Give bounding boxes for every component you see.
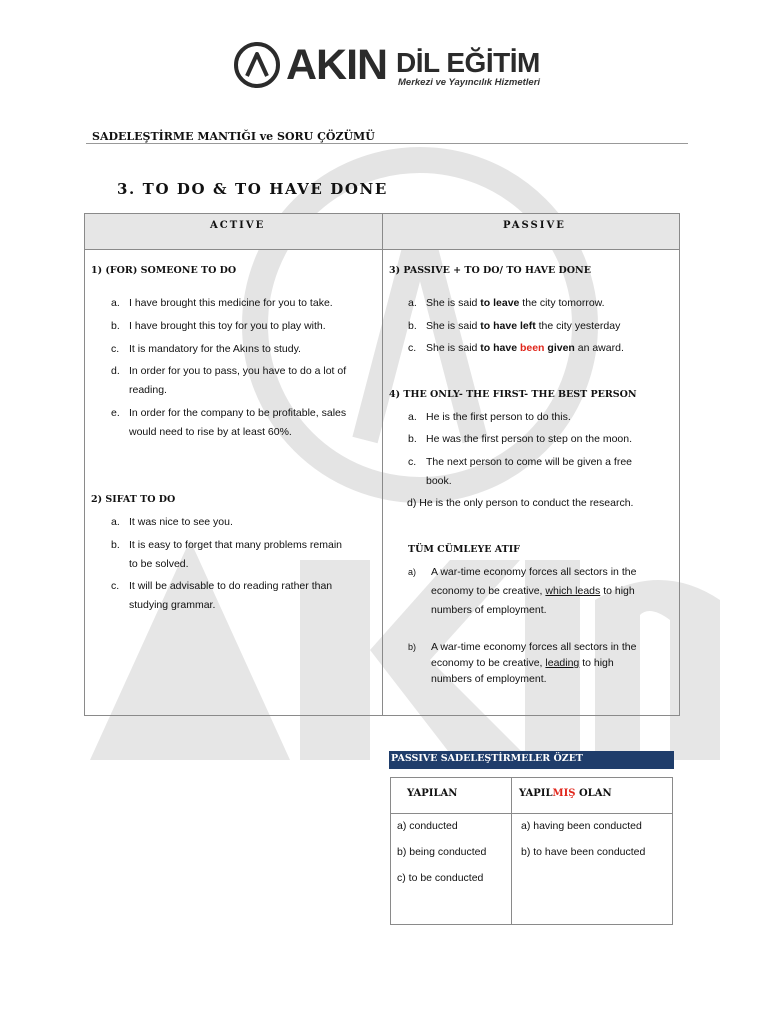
summary-cell: b) to have been conducted — [521, 846, 646, 858]
summary-cell: c) to be conducted — [397, 872, 484, 884]
section-heading-passive-to-do: 3) PASSIVE + TO DO/ TO HAVE DONE — [389, 265, 591, 276]
summary-title: PASSIVE SADELEŞTİRMELER ÖZET — [391, 753, 583, 764]
section-heading-the-only-first: 4) THE ONLY- THE FIRST- THE BEST PERSON — [389, 389, 637, 400]
summary-cell: b) being conducted — [397, 846, 487, 858]
section-heading-someone-to-do: 1) (FOR) SOMEONE TO DO — [91, 265, 237, 276]
section-title: 3. TO DO & TO HAVE DONE — [117, 180, 388, 198]
summary-title-bar — [389, 751, 674, 769]
subtitle-divider — [86, 143, 688, 144]
section-heading-sifat-to-do: 2) SIFAT TO DO — [91, 494, 176, 505]
akin-logo — [232, 40, 562, 100]
summary-column-divider — [511, 778, 512, 924]
logo-emblem-icon — [234, 42, 280, 88]
active-column-header: ACTIVE — [210, 220, 266, 231]
active-passive-table: ACTIVE PASSIVE 1) (FOR) SOMEONE TO DO a. I have brought this medicine for you to take. b. I have brought this toy for you to play with. c. It is mandatory for the Akıns to study. d. In order for you to pass, you have to do a lot of reading. e. In order for the company to be profitable, sales would need to rise by at least 60%. 2) SIFAT TO DO a. It was nice to see you. b. It is easy to forget that many problems remain to be solved. c. It will be advisable to do reading rather than studying grammar. 3) PASSIVE + TO DO/ TO HAVE DONE a. She is said to leave the city tomorrow. b. She is said to have left the city yesterday c. She is said to have been given an award. 4) THE ONLY- THE FIRST- THE BEST PERSON a. He is the first person to do this. b. He was the first person to step on the moon. c. The next person to come will be given a free book. d) He is the only person to conduct the research. TÜM CÜMLEYE ATIF a) A war-time economy forces all sectors in the economy to be creative, which leads to high numbers of employment. b) A war-time economy forces all sectors in the economy to be creative, leading to high numbers of employment. — [84, 213, 680, 716]
document-subtitle: SADELEŞTİRME MANTIĞI ve SORU ÇÖZÜMÜ — [92, 130, 375, 143]
section-heading-tum-cumleye-atif: TÜM CÜMLEYE ATIF — [408, 544, 520, 555]
summary-col2-header: YAPILMIŞ OLAN — [519, 788, 612, 799]
logo-brand-secondary: DİL EĞİTİM — [396, 47, 540, 78]
summary-header-divider — [391, 813, 672, 814]
summary-cell: a) having been conducted — [521, 820, 642, 832]
summary-col1-header: YAPILAN — [407, 788, 458, 799]
summary-cell: a) conducted — [397, 820, 458, 832]
logo-tagline: Merkezi ve Yayıncılık Hizmetleri — [398, 77, 541, 88]
passive-column-header: PASSIVE — [503, 220, 566, 231]
logo-brand: AKIN — [286, 41, 388, 89]
list-item: d) He is the only person to conduct the research. — [407, 497, 634, 509]
column-divider — [382, 214, 383, 715]
summary-table — [390, 777, 673, 925]
